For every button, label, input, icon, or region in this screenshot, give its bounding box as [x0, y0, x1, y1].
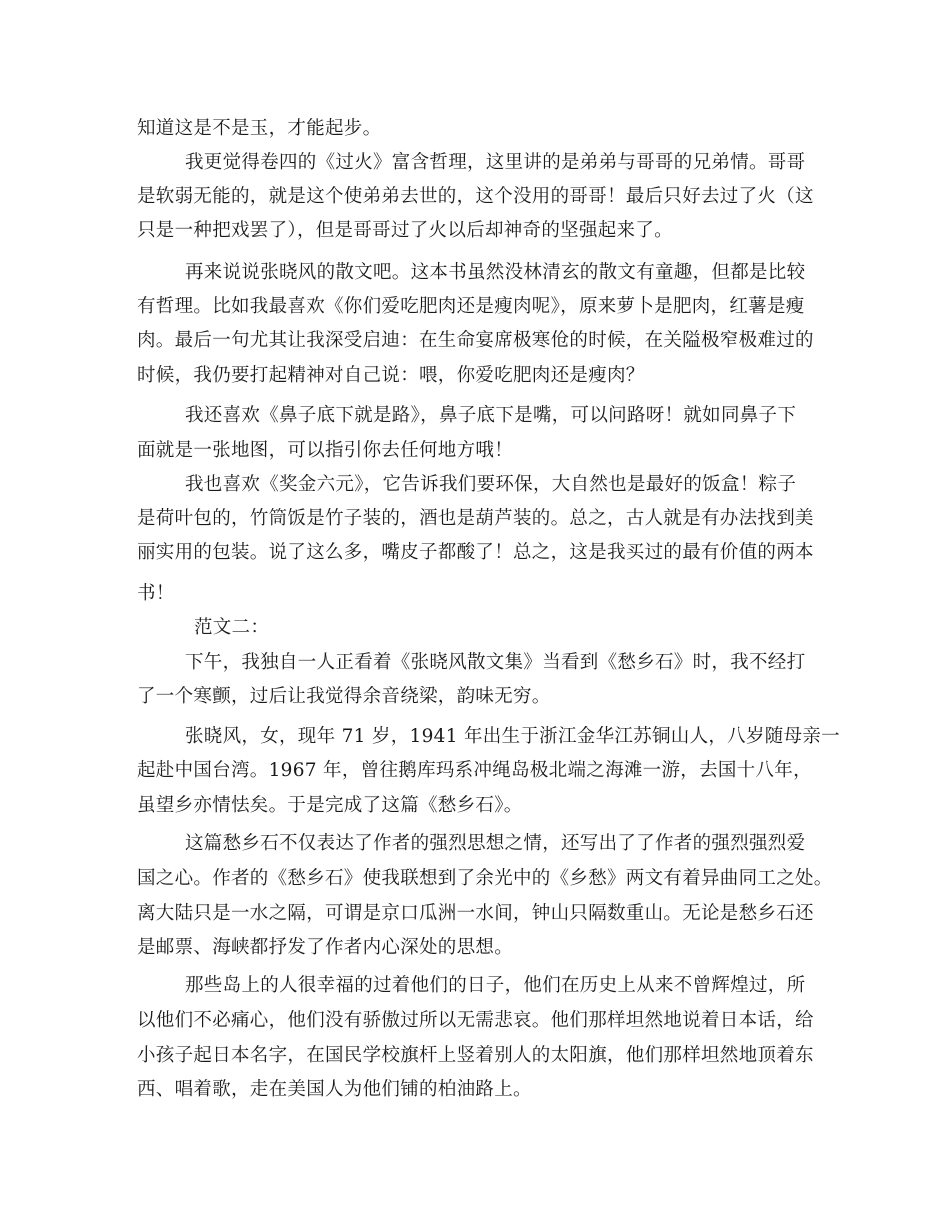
- text-line: 起赴中国台湾。1967 年，曾往鹅库玛系冲绳岛极北端之海滩一游，去国十八年，: [137, 760, 812, 781]
- text-line: 离大陆只是一水之隔，可谓是京口瓜洲一水间，钟山只隔数重山。无论是愁乡石还: [137, 903, 814, 924]
- text-line: 丽实用的包装。说了这么多，嘴皮子都酸了！总之，这是我买过的最有价值的两本: [137, 542, 814, 563]
- text-line: 只是一种把戏罢了），但是哥哥过了火以后却神奇的坚强起来了。: [137, 220, 673, 241]
- paragraph-first-line: 我还喜欢《鼻子底下就是路》，鼻子底下是嘴，可以问路呀！就如同鼻子下: [185, 405, 797, 426]
- text-line: 以他们不必痛心，他们没有骄傲过所以无需悲哀。他们那样坦然地说着日本话，给: [137, 1010, 814, 1031]
- text-line: 肉。最后一句尤其让我深受启迪：在生命宴席极寒伧的时候，在关隘极窄极难过的: [137, 330, 814, 351]
- text-line: 有哲理。比如我最喜欢《你们爱吃肥肉还是瘦肉呢》，原来萝卜是肥肉，红薯是瘦: [137, 296, 805, 317]
- text-line: 书！: [137, 583, 175, 604]
- paragraph-first-line: 我更觉得卷四的《过火》富含哲理，这里讲的是弟弟与哥哥的兄弟情。哥哥: [185, 152, 806, 173]
- text-line: 是软弱无能的，就是这个使弟弟去世的，这个没用的哥哥！最后只好去过了火（这: [137, 186, 814, 207]
- text-line: 虽望乡亦情怯矣。于是完成了这篇《愁乡石》。: [137, 795, 523, 816]
- text-line: 是荷叶包的，竹筒饭是竹子装的，酒也是葫芦装的。总之，古人就是有办法找到美: [137, 508, 814, 529]
- section-heading: 范文二：: [194, 617, 270, 638]
- paragraph-first-line: 那些岛上的人很幸福的过着他们的日子，他们在历史上从来不曾辉煌过，所: [185, 975, 806, 996]
- text-line: 西、唱着歌，走在美国人为他们铺的柏油路上。: [137, 1079, 532, 1100]
- text-line: 是邮票、海峡都抒发了作者内心深处的思想。: [137, 937, 514, 958]
- paragraph-first-line: 再来说说张晓风的散文吧。这本书虽然没林清玄的散文有童趣，但都是比较: [185, 262, 806, 283]
- paragraph-first-line: 我也喜欢《奖金六元》，它告诉我们要环保，大自然也是最好的饭盒！粽子: [185, 474, 797, 495]
- text-line: 小孩子起日本名字，在国民学校旗杆上竖着别人的太阳旗，他们那样坦然地顶着东: [137, 1045, 814, 1066]
- text-line: 知道这是不是玉，才能起步。: [137, 118, 382, 139]
- text-line: 国之心。作者的《愁乡石》使我联想到了余光中的《乡愁》两文有着异曲同工之处。: [137, 868, 833, 889]
- paragraph-first-line: 这篇愁乡石不仅表达了作者的强烈思想之情，还写出了了作者的强烈强烈爱: [185, 833, 806, 854]
- paragraph-first-line: 下午，我独自一人正看着《张晓风散文集》当看到《愁乡石》时，我不经打: [185, 652, 806, 673]
- paragraph-first-line: 张晓风，女，现年 71 岁，1941 年出生于浙江金华江苏铜山人，八岁随母亲一: [185, 726, 840, 747]
- text-line: 面就是一张地图，可以指引你去任何地方哦！: [137, 440, 514, 461]
- text-line: 时候，我仍要打起精神对自己说：喂，你爱吃肥肉还是瘦肉？: [137, 365, 645, 386]
- text-line: 了一个寒颤，过后让我觉得余音绕梁，韵味无穷。: [137, 686, 551, 707]
